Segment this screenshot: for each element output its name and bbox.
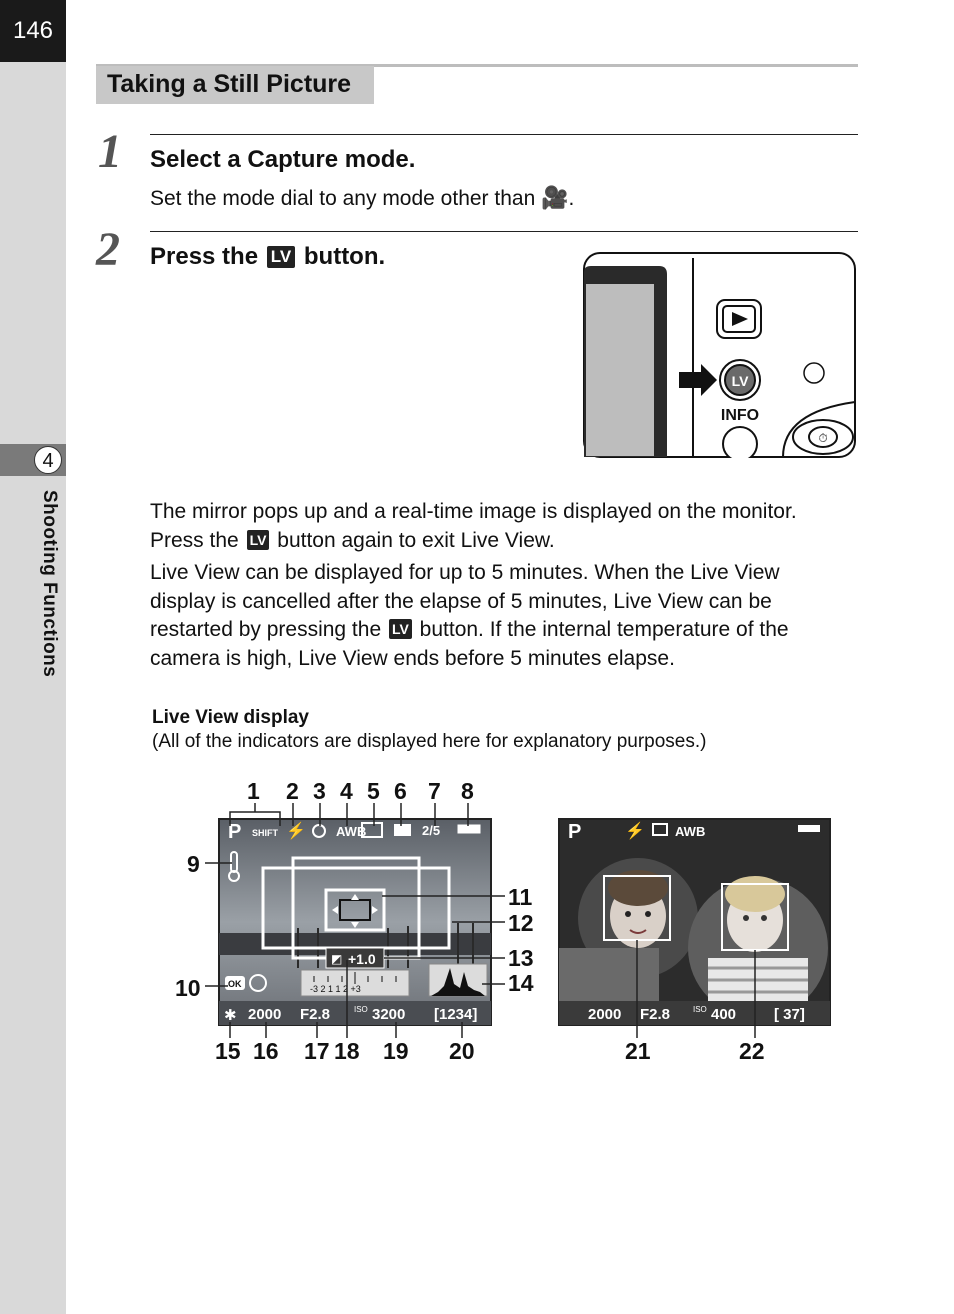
callout-11: 11 — [508, 884, 533, 910]
callout-2: 2 — [286, 778, 299, 804]
exposure-scale-labels: -3 2 1 1 2 +3 — [310, 984, 361, 994]
live-view-subtitle: (All of the indicators are displayed here for explanatory purposes.) — [152, 731, 707, 752]
p2-c-end: button. If the internal temperature of the — [419, 618, 789, 641]
ok-label: OK — [228, 979, 242, 989]
callout-12: 12 — [508, 910, 534, 936]
paragraph-2-line-1: Live View can be displayed for up to 5 minutes. When the Live View — [150, 561, 780, 584]
p1-b-start: Press the — [150, 528, 239, 552]
p2-c-start: restarted by pressing the — [150, 618, 382, 641]
callout-17: 17 — [304, 1038, 330, 1064]
callout-1: 1 — [247, 778, 260, 804]
shutter-speed: 2000 — [588, 1006, 622, 1023]
step-2-number: 2 — [96, 223, 120, 276]
iso-value: 400 — [711, 1006, 737, 1023]
callout-8: 8 — [461, 778, 474, 804]
lv-button-icon: LV — [247, 530, 270, 550]
paragraph-1-line-1: The mirror pops up and a real-time image is displayed on the monitor. — [150, 500, 797, 523]
ev-comp-icon: ◩ — [331, 952, 343, 966]
frame-count: 2/5 — [422, 823, 441, 838]
ae-lock-icon: ✱ — [224, 1007, 237, 1024]
p1-b-end: button again to exit Live View. — [277, 528, 555, 552]
remaining-shots: [ 37] — [774, 1006, 805, 1023]
callout-13: 13 — [508, 945, 534, 971]
aperture: F2.8 — [300, 1006, 331, 1023]
lv-button-icon: LV — [389, 619, 412, 639]
callout-7: 7 — [428, 778, 441, 804]
chapter-title: Shooting Functions — [39, 490, 60, 678]
shift-label: SHIFT — [252, 828, 278, 838]
ev-comp-value: +1.0 — [348, 951, 376, 967]
exposure-mode-label: P — [568, 821, 582, 843]
callout-18: 18 — [334, 1038, 360, 1064]
section-title: Taking a Still Picture — [96, 66, 374, 104]
movie-mode-icon: 🎥 — [541, 185, 569, 210]
callout-9: 9 — [187, 851, 200, 877]
info-label: INFO — [720, 407, 760, 424]
callout-4: 4 — [340, 778, 353, 804]
page-number: 146 — [0, 0, 66, 62]
callout-10: 10 — [175, 975, 201, 1001]
aperture: F2.8 — [640, 1006, 671, 1023]
callout-15: 15 — [215, 1038, 241, 1064]
callout-20: 20 — [449, 1038, 475, 1064]
awb-label: AWB — [675, 824, 706, 839]
iso-label: ISO — [354, 1005, 368, 1014]
svg-text:⏱: ⏱ — [818, 431, 828, 445]
callout-22: 22 — [739, 1038, 765, 1064]
callout-14: 14 — [508, 970, 534, 996]
step-1-body-text: Set the mode dial to any mode other than — [150, 187, 536, 210]
callout-16: 16 — [253, 1038, 279, 1064]
callout-19: 19 — [383, 1038, 409, 1064]
shutter-speed: 2000 — [248, 1006, 282, 1023]
step-1-title: Select a Capture mode. — [150, 146, 416, 173]
step-2-title-start: Press the — [150, 243, 259, 270]
flash-icon: ⚡ — [286, 823, 306, 840]
step-1-body-end: . — [568, 187, 575, 210]
chapter-number: 4 — [34, 446, 62, 474]
callout-6: 6 — [394, 778, 407, 804]
paragraph-2-line-4: camera is high, Live View ends before 5 minutes elapse. — [150, 646, 675, 670]
paragraph-2-line-2: display is cancelled after the elapse of 5 minutes, Live View can be — [150, 589, 772, 613]
awb-label: AWB — [336, 824, 367, 839]
remaining-shots: [1234] — [434, 1006, 478, 1023]
step-2-title-end: button. — [303, 243, 386, 270]
flash-icon: ⚡ — [625, 823, 645, 840]
exposure-mode-label: P — [228, 821, 242, 843]
step-1-number: 1 — [98, 125, 122, 178]
live-view-title: Live View display — [152, 707, 310, 728]
iso-value: 3200 — [372, 1006, 406, 1023]
lv-label: LV — [731, 373, 749, 389]
callout-5: 5 — [367, 778, 380, 804]
callout-3: 3 — [313, 778, 326, 804]
callout-21: 21 — [625, 1038, 651, 1064]
iso-label: ISO — [693, 1005, 707, 1014]
lv-button-icon: LV — [267, 246, 295, 268]
